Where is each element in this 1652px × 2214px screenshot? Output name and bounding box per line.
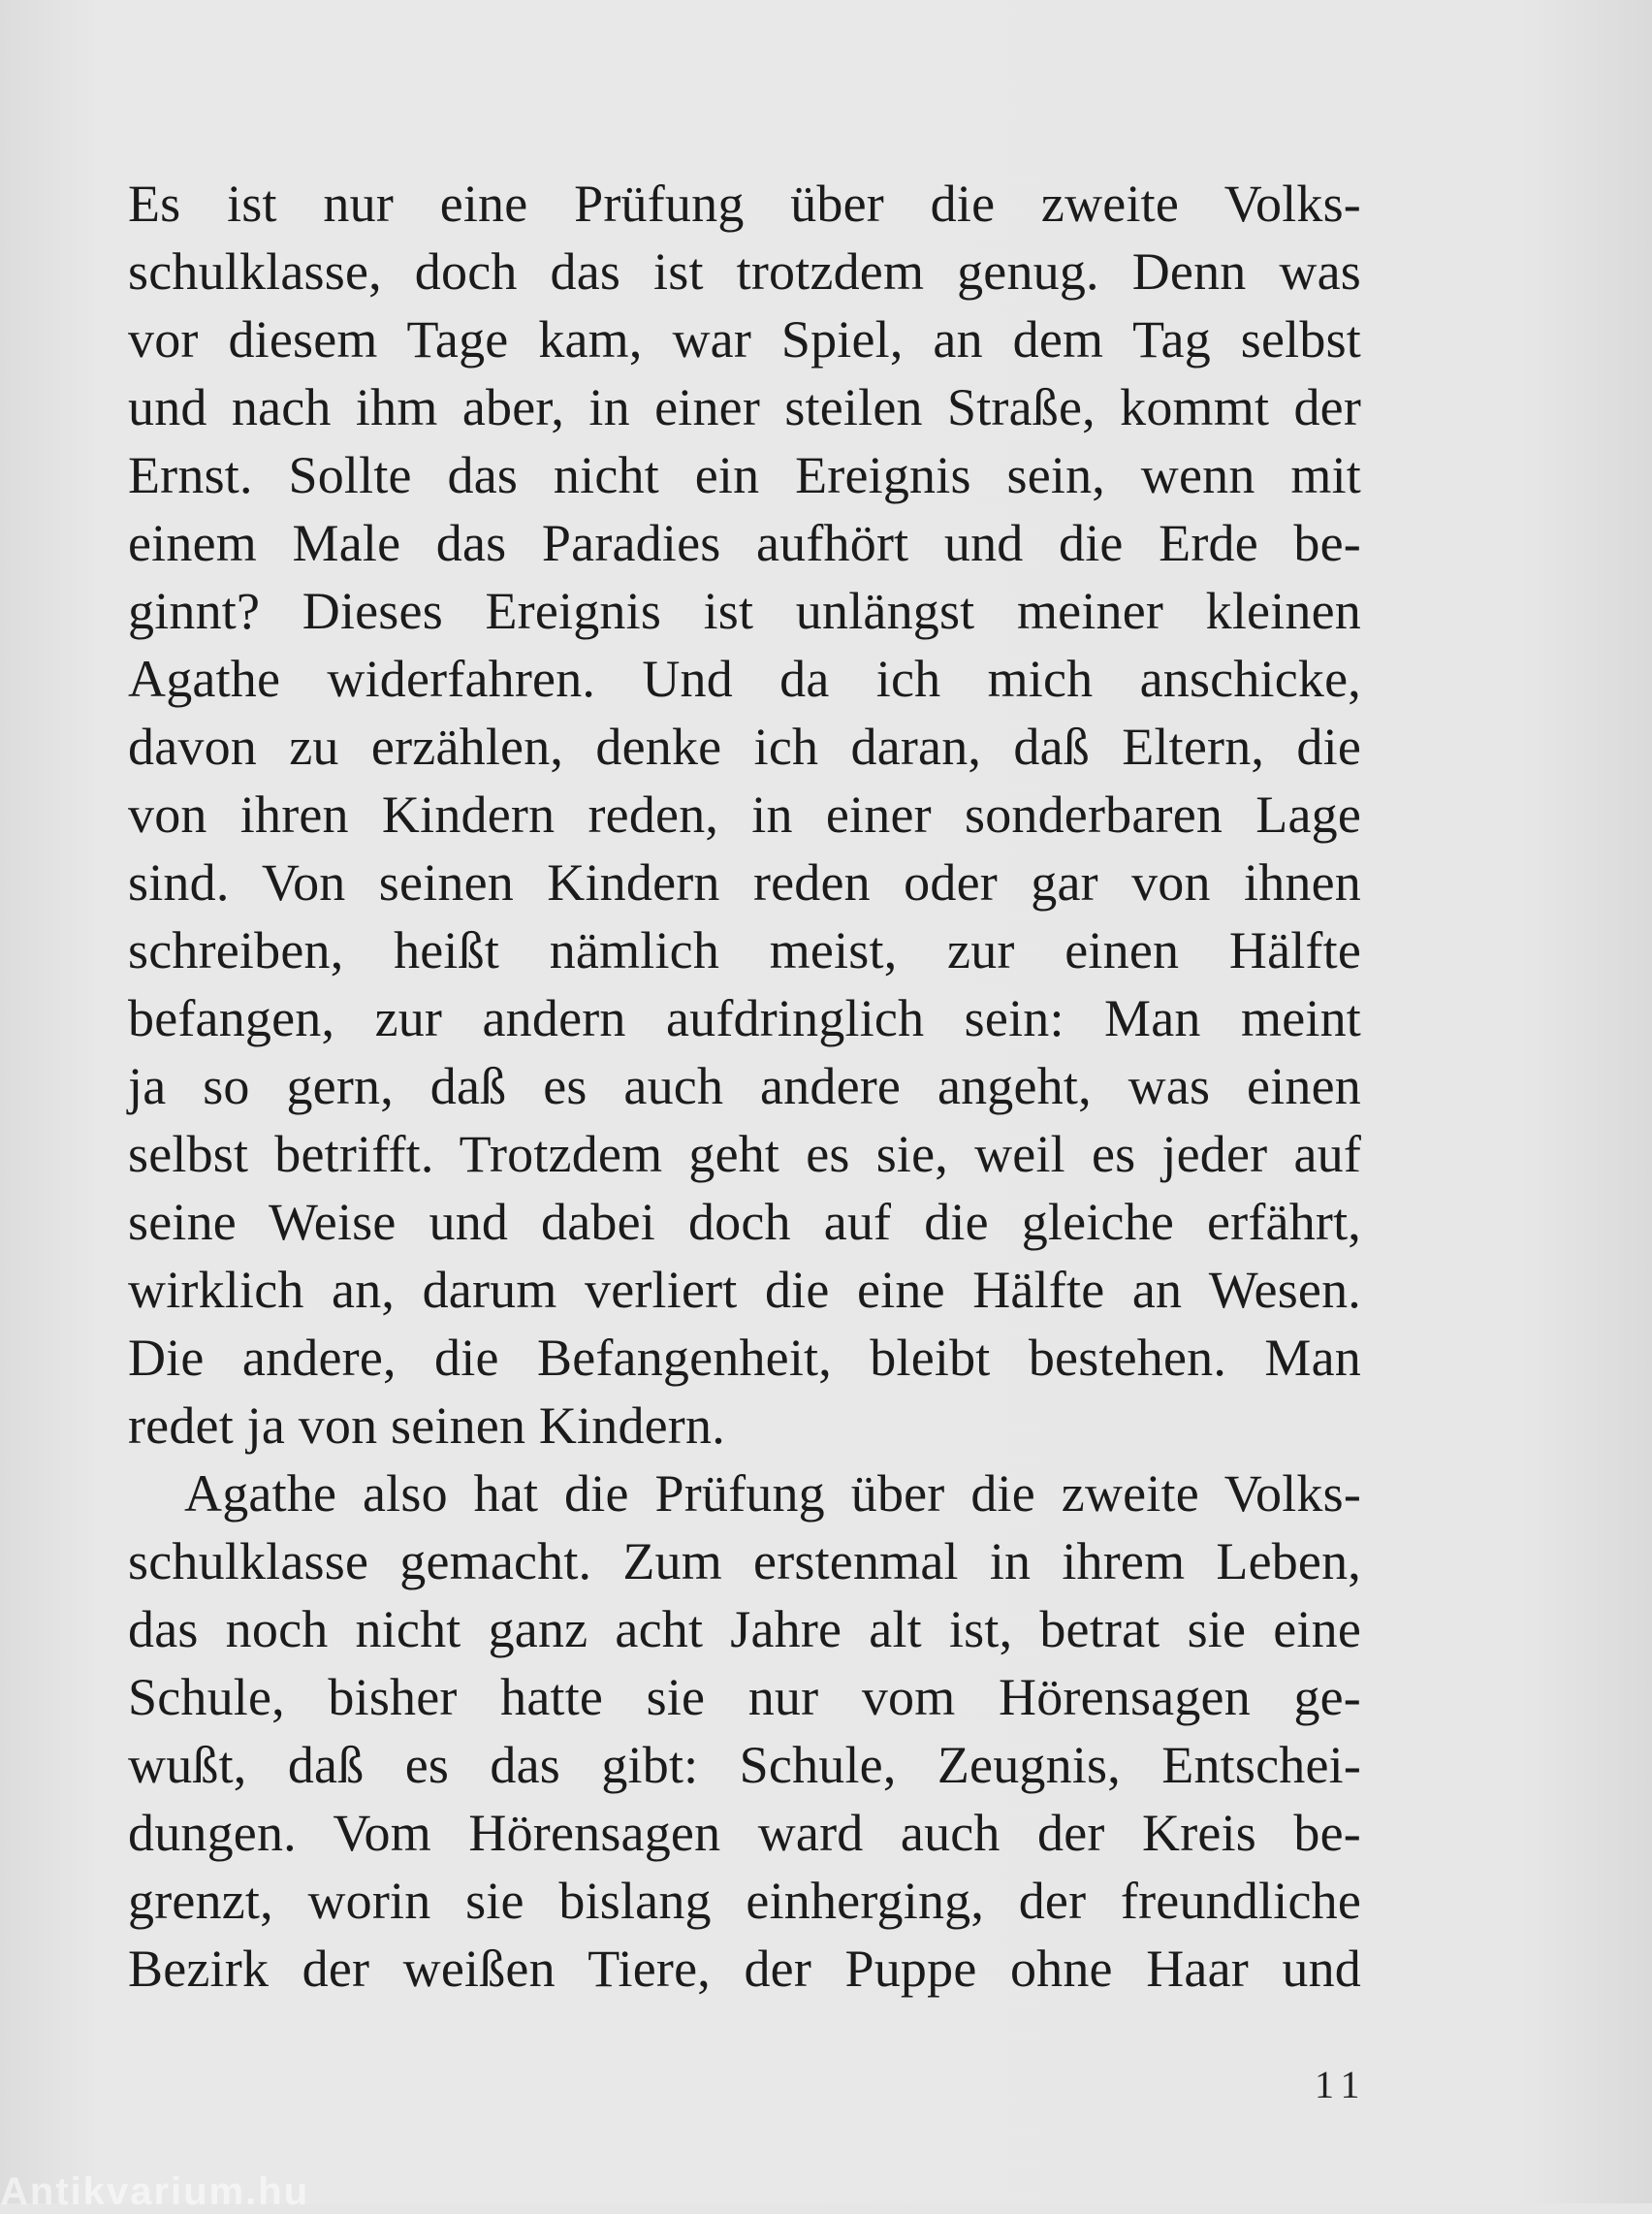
- text-line: ginnt? Dieses Ereignis ist unlängst meiner kleinen: [128, 582, 1361, 640]
- text-line: seine Weise und dabei doch auf die gleiche erfährt,: [128, 1193, 1361, 1251]
- text-line: dungen. Vom Hörensagen ward auch der Kreis be-: [128, 1804, 1361, 1862]
- text-line: selbst betrifft. Trotzdem geht es sie, weil es jeder auf: [128, 1125, 1361, 1183]
- text-line: sind. Von seinen Kindern reden oder gar von ihnen: [128, 853, 1361, 912]
- page-number: 11: [1315, 2063, 1368, 2106]
- text-line: Bezirk der weißen Tiere, der Puppe ohne Haar und: [128, 1940, 1361, 1998]
- text-line: wußt, daß es das gibt: Schule, Zeugnis, Entschei-: [128, 1736, 1361, 1794]
- text-line: Ernst. Sollte das nicht ein Ereignis sein, wenn mit: [128, 446, 1361, 504]
- text-line: schulklasse gemacht. Zum erstenmal in ihrem Leben,: [128, 1532, 1361, 1590]
- text-line: Schule, bisher hatte sie nur vom Hörensagen ge-: [128, 1668, 1361, 1726]
- text-line: wirklich an, darum verliert die eine Hälfte an Wesen.: [128, 1261, 1361, 1319]
- text-line: Es ist nur eine Prüfung über die zweite Volks-: [128, 175, 1361, 233]
- text-line: einem Male das Paradies aufhört und die Erde be-: [128, 514, 1361, 572]
- text-line: Agathe also hat die Prüfung über die zweite Volks-: [184, 1464, 1361, 1523]
- text-line: von ihren Kindern reden, in einer sonderbaren Lage: [128, 786, 1361, 844]
- text-line: Die andere, die Befangenheit, bleibt bestehen. Man: [128, 1329, 1361, 1387]
- text-line: davon zu erzählen, denke ich daran, daß Eltern, die: [128, 718, 1361, 776]
- text-line: vor diesem Tage kam, war Spiel, an dem Tag selbst: [128, 310, 1361, 369]
- text-line: und nach ihm aber, in einer steilen Straße, kommt der: [128, 378, 1361, 436]
- text-line: Agathe widerfahren. Und da ich mich anschicke,: [128, 650, 1361, 708]
- watermark: Antikvarium.hu: [0, 2170, 310, 2213]
- text-line: das noch nicht ganz acht Jahre alt ist, betrat sie eine: [128, 1600, 1361, 1658]
- text-line: schreiben, heißt nämlich meist, zur einen Hälfte: [128, 921, 1361, 979]
- text-line: grenzt, worin sie bislang einherging, der freundliche: [128, 1872, 1361, 1930]
- text-line: schulklasse, doch das ist trotzdem genug. Denn was: [128, 242, 1361, 301]
- text-line: befangen, zur andern aufdringlich sein: Man meint: [128, 989, 1361, 1047]
- text-line: redet ja von seinen Kindern.: [128, 1396, 725, 1455]
- text-line: ja so gern, daß es auch andere angeht, was einen: [128, 1057, 1361, 1115]
